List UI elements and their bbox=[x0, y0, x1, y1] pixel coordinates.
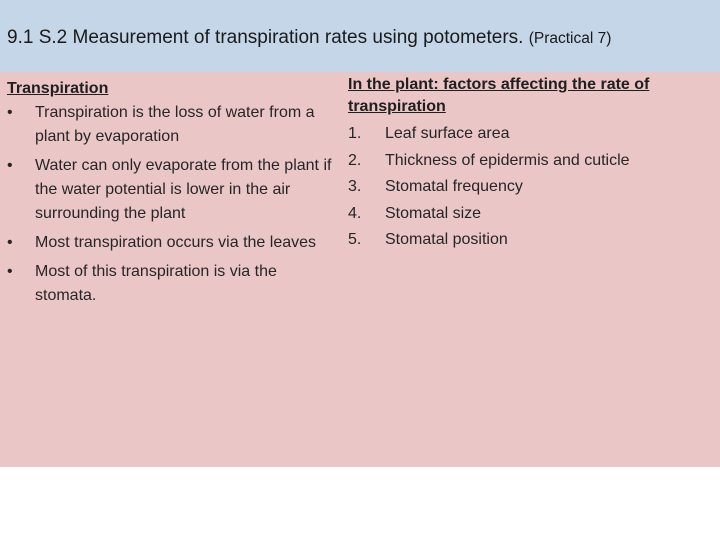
factor-number: 1. bbox=[348, 125, 362, 142]
factor-text: Stomatal size bbox=[385, 204, 482, 222]
factor-number: 5. bbox=[348, 231, 362, 248]
factor-text: Thickness of epidermis and cuticle bbox=[385, 151, 630, 169]
factors-column bbox=[348, 74, 713, 254]
factors-heading: In the plant: factors affecting the rate of transpiration bbox=[348, 76, 650, 115]
slide-title bbox=[7, 26, 611, 51]
factor-text: Leaf surface area bbox=[385, 125, 510, 142]
bullet-item: • Most of this transpiration is via the stomata. bbox=[7, 260, 337, 308]
factor-item bbox=[348, 148, 713, 175]
factors-list bbox=[348, 121, 713, 254]
factor-item bbox=[348, 227, 713, 254]
bullet-item: • Transpiration is the loss of water from a plant by evaporation bbox=[7, 101, 337, 149]
factor-item bbox=[348, 121, 713, 148]
transpiration-heading: Transpiration bbox=[7, 80, 109, 97]
factor-number: 4. bbox=[348, 204, 362, 222]
factor-text: Stomatal position bbox=[385, 231, 508, 248]
factor-item bbox=[348, 201, 713, 228]
bullet-item: • Water can only evaporate from the plant if the water potential is lower in the air surrounding the plant bbox=[7, 154, 337, 226]
transpiration-bullet-list bbox=[7, 101, 337, 308]
title-subtitle: (Practical 7) bbox=[528, 30, 612, 47]
slide-header bbox=[0, 0, 720, 72]
factor-text: Stomatal frequency bbox=[385, 178, 523, 195]
bullet-item: • Most transpiration occurs via the leaves bbox=[7, 231, 337, 255]
factor-number: 3. bbox=[348, 178, 362, 195]
transpiration-column bbox=[7, 77, 337, 308]
factor-item bbox=[348, 174, 713, 201]
title-text: 9.1 S.2 Measurement of transpiration rates using potometers. bbox=[7, 27, 524, 48]
factor-number: 2. bbox=[348, 151, 362, 169]
